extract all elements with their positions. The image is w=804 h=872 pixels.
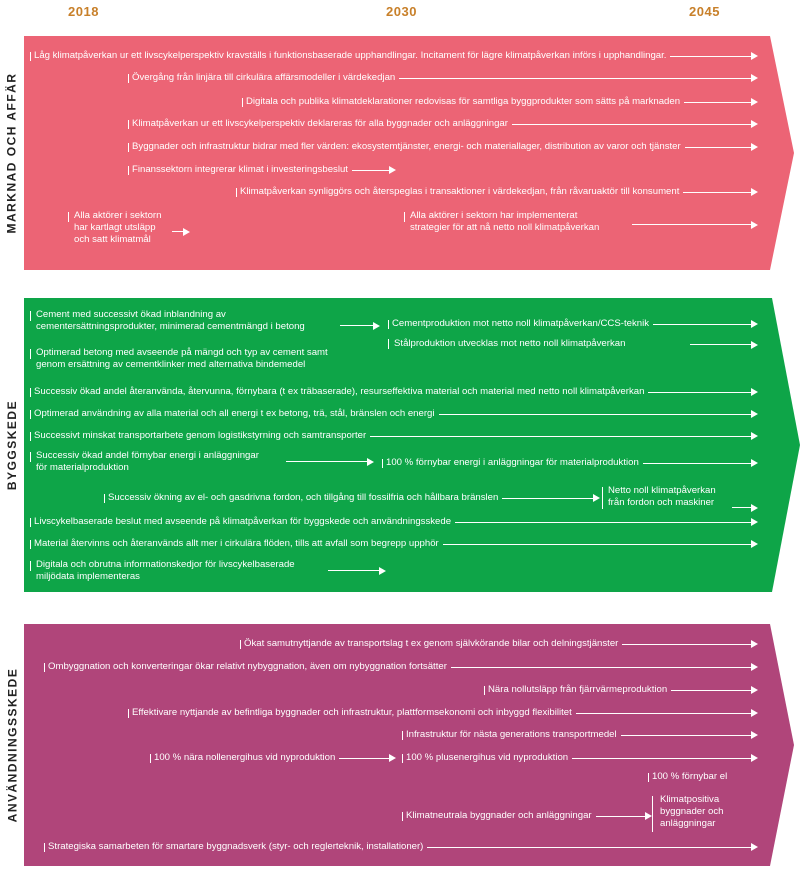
use-item-renewable-el: 100 % förnybar el — [648, 771, 758, 783]
climate-positive-tick — [652, 796, 653, 832]
market-item-circular: Övergång från linjära till cirkulära affärsmodeller i värdekedjan — [128, 72, 758, 84]
energy-block-arrow — [286, 457, 374, 466]
digital-block-tick — [30, 561, 31, 571]
energy-result: 100 % förnybar energi i anläggningar för materialproduktion — [382, 457, 758, 469]
use-item-near-zero: 100 % nära nollenergihus vid nyproduktion — [150, 752, 396, 764]
market-right-block-arrow — [632, 220, 758, 229]
use-item-infrastructure: Infrastruktur för nästa generations transportmedel — [402, 729, 758, 741]
market-left-block: Alla aktörer i sektorn har kartlagt utsläpp och satt klimatmål — [74, 210, 162, 245]
market-item-lifecycle: Klimatpåverkan ur ett livscykelperspektiv deklareras för alla byggnader och anläggningar — [128, 118, 758, 130]
vehicles-item: Successiv ökning av el- och gasdrivna fordon, och tillgång till fossilfria och hållbara bränslen — [104, 492, 600, 504]
build-item-optimized-use: Optimerad användning av alla material och all energi t ex betong, trä, stål, bränslen och energi — [30, 408, 758, 420]
section-label-market: MARKNAD OCH AFFÄR — [5, 72, 20, 234]
market-right-block: Alla aktörer i sektorn har implementerat strategier för att nå netto noll klimatpåverkan — [410, 210, 600, 233]
year-2045: 2045 — [689, 4, 720, 19]
use-item-district-heating: Nära nollutsläpp från fjärrvärmeproduktion — [484, 684, 758, 696]
use-item-transport-sharing: Ökat samutnyttjande av transportslag t ex genom självkörande bilar och delningstjänster — [240, 638, 758, 650]
energy-block: Successiv ökad andel förnybar energi i anläggningar för materialproduktion — [36, 450, 259, 473]
use-band — [24, 624, 796, 866]
use-item-efficient-use: Effektivare nyttjande av befintliga byggnader och infrastruktur, plattformsekonomi och inbyggd flexibilitet — [128, 707, 758, 719]
market-left-block-tick — [68, 212, 69, 222]
cement-block-tick — [30, 311, 31, 321]
cement-result: Cementproduktion mot netto noll klimatpåverkan/CCS-teknik — [388, 318, 758, 330]
vehicles-result: Netto noll klimatpåverkan från fordon och maskiner — [608, 485, 716, 508]
section-label-use: ANVÄNDNINGSSKEDE — [5, 667, 19, 823]
year-2030: 2030 — [386, 4, 417, 19]
market-item-procurement: Låg klimatpåverkan ur ett livscykelperspektiv kravställs i funktionsbaserade upphandlingar. Incitament för lägre klimatpåverkan införs i upphandlingar. — [30, 50, 758, 62]
market-band — [24, 36, 796, 270]
digital-block-arrow — [328, 566, 386, 575]
build-item-recycling: Material återvinns och återanvänds allt mer i cirkulära flöden, tills att avfall som begrepp upphör — [30, 538, 758, 550]
build-item-materials: Successiv ökad andel återanvända, återvunna, förnybara (t ex träbaserade), resurseffektiva material och material med netto noll klimatpåverkan — [30, 386, 758, 398]
use-item-plus-energy: 100 % plusenergihus vid nyproduktion — [402, 752, 758, 764]
digital-block: Digitala och obrutna informationskedjor för livscykelbaserade miljödata implementeras — [36, 559, 295, 582]
energy-block-tick — [30, 452, 31, 462]
cement-block: Cement med successivt ökad inblandning av cementersättningsprodukter, minimerad cementmängd i betong — [36, 309, 305, 332]
steel-result-arrow — [690, 340, 758, 349]
market-item-declarations: Digitala och publika klimatdeklarationer redovisas för samtliga byggprodukter som sätts på marknaden — [242, 96, 758, 108]
market-item-values: Byggnader och infrastruktur bidrar med fler värden: ekosystemtjänster, energi- och materiallager, distribution av varor och tjänster — [128, 141, 758, 153]
vehicles-result-arrow — [732, 503, 758, 512]
build-item-transport: Successivt minskat transportarbete genom logistikstyrning och samtransporter — [30, 430, 758, 442]
year-2018: 2018 — [68, 4, 99, 19]
use-item-climate-neutral: Klimatneutrala byggnader och anläggningar — [402, 810, 652, 822]
market-left-block-arrow — [172, 227, 190, 236]
steel-result-tick — [388, 339, 389, 349]
steel-result: Stålproduktion utvecklas mot netto noll klimatpåverkan — [394, 338, 626, 349]
market-right-block-tick — [404, 212, 405, 222]
concrete-block: Optimerad betong med avseende på mängd och typ av cement samt genom ersättning av cementklinker med alternativa bindemedel — [36, 347, 328, 370]
section-label-build: BYGGSKEDE — [5, 399, 19, 491]
build-item-lifecycle-decisions: Livscykelbaserade beslut med avseende på klimatpåverkan för byggskede och användningsskede — [30, 516, 758, 528]
market-item-finance: Finanssektorn integrerar klimat i investeringsbeslut — [128, 164, 396, 176]
climate-positive-block: Klimatpositiva byggnader och anläggningar — [660, 794, 724, 829]
use-item-strategic: Strategiska samarbeten för smartare byggnadsverk (styr- och reglerteknik, installationer) — [44, 841, 758, 853]
vehicles-result-tick — [602, 487, 603, 509]
build-band — [24, 298, 802, 592]
market-item-transactions: Klimatpåverkan synliggörs och återspeglas i transaktioner i värdekedjan, från råvaruaktör till konsument — [236, 186, 758, 198]
use-item-rebuild: Ombyggnation och konverteringar ökar relativt nybyggnation, även om nybyggnation fortsätter — [44, 661, 758, 673]
cement-block-arrow — [340, 321, 380, 330]
concrete-block-tick — [30, 349, 31, 359]
